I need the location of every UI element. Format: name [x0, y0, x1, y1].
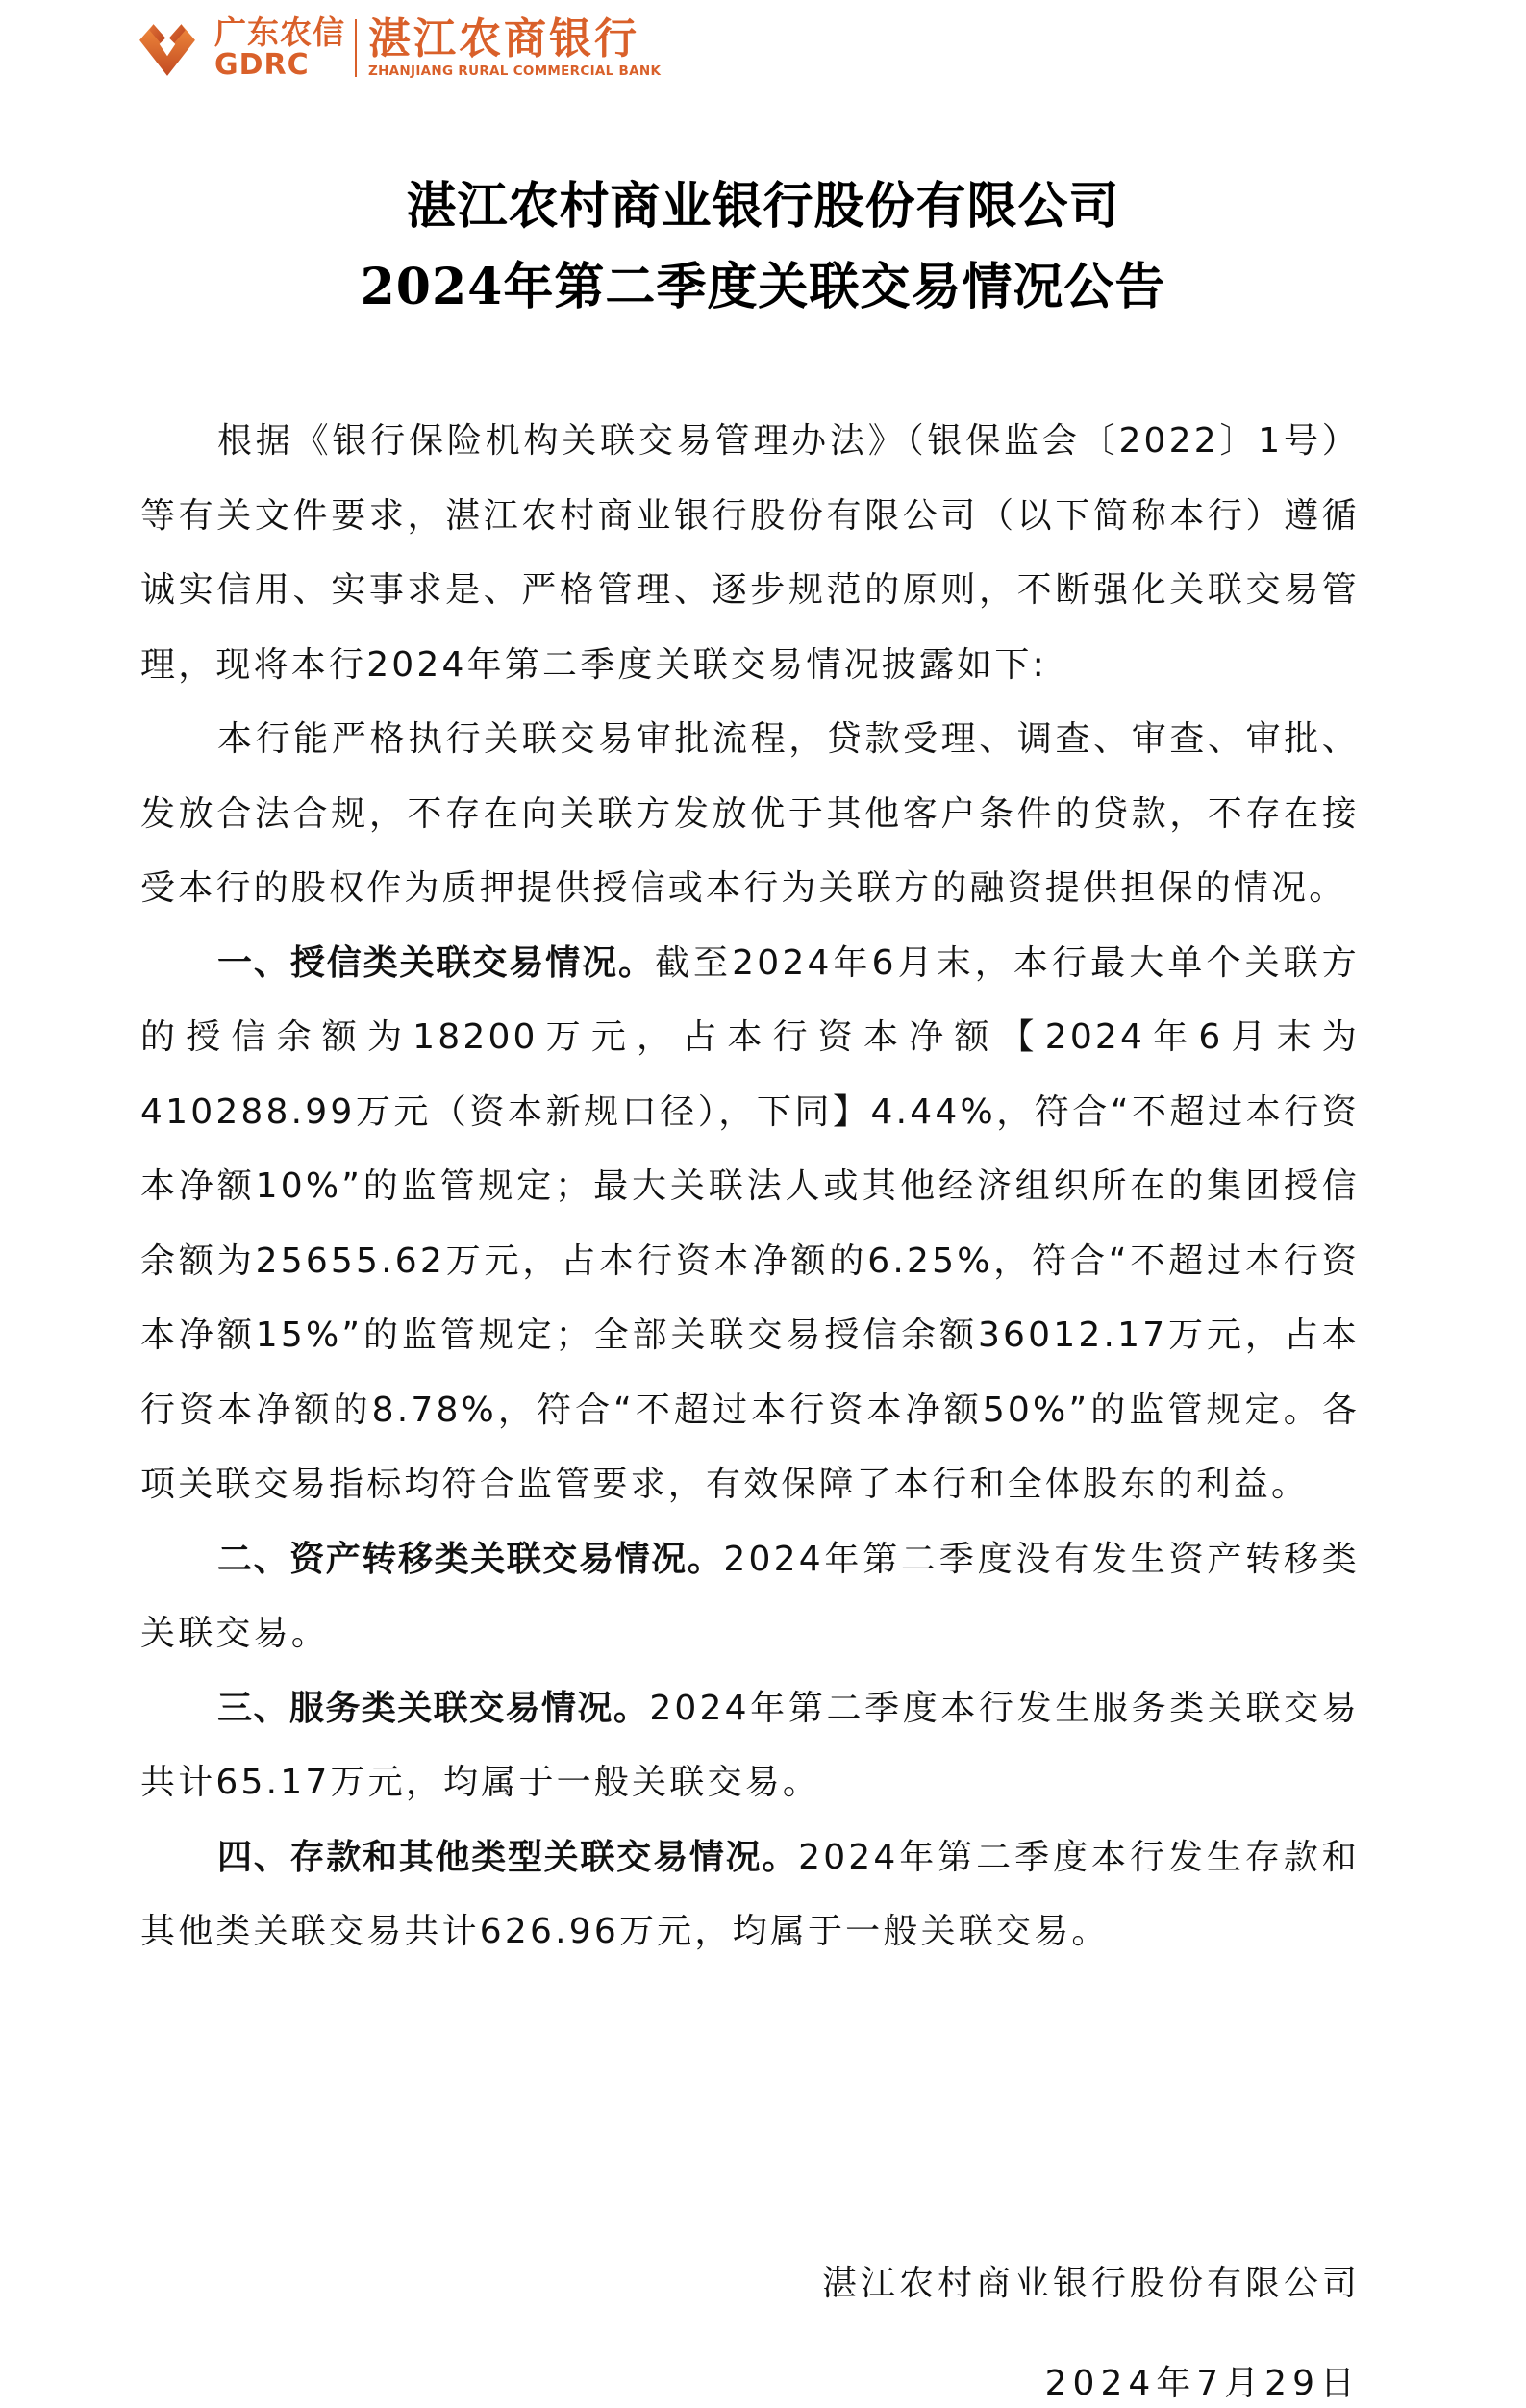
bank-logo: [138, 13, 661, 83]
bank-cn-name: 湛江农商银行: [368, 14, 639, 63]
logo-divider: [355, 19, 357, 77]
paragraph-intro: 根据《银行保险机构关联交易管理办法》（银保监会〔2022〕1号）等有关文件要求，湛江农村商业银行股份有限公司（以下简称本行）遵循诚实信用、实事求是、严格管理、逐步规范的原则，不断强化关联交易管理，现将本行2024年第二季度关联交易情况披露如下:: [140, 421, 1360, 685]
gdrc-heart-logo-icon: [138, 18, 197, 78]
bank-en-name: ZHANJIANG RURAL COMMERCIAL BANK: [368, 63, 662, 79]
section-heading: 四、存款和其他类型关联交易情况。: [217, 1837, 799, 1877]
signature-date: 2024年7月29日: [1044, 2364, 1361, 2403]
paragraph-credit: 一、授信类关联交易情况。截至2024年6月末，本行最大单个关联方的授信余额为18200万元，占本行资本净额【2024年6月末为410288.99万元（资本新规口径），下同】4.44%，符合“不超过本行资本净额10%”的监管规定；最大关联法人或其他经济组织所在的集团授信余额为25655.62万元，占本行资本净额的6.25%，符合“不超过本行资本净额15%”的监管规定；全部关联交易授信余额36012.17万元，占本行资本净额的8.78%，符合“不超过本行资本净额50%”的监管规定。各项关联交易指标均符合监管要求，有效保障了本行和全体股东的利益。: [140, 942, 1360, 1504]
signature-company: 湛江农村商业银行股份有限公司: [821, 2264, 1361, 2303]
gdrc-brand: [214, 15, 345, 81]
paragraph-asset-transfer: 二、资产转移类关联交易情况。2024年第二季度没有发生资产转移类关联交易。: [140, 1539, 1360, 1653]
document-body: [140, 404, 1360, 1969]
paragraph-compliance: 本行能严格执行关联交易审批流程，贷款受理、调查、审查、审批、发放合法合规，不存在向关联方发放优于其他客户条件的贷款，不存在接受本行的股权作为质押提供授信或本行为关联方的融资提供担保的情况。: [140, 719, 1360, 908]
document-title-line1: 湛江农村商业银行股份有限公司: [406, 177, 1120, 236]
paragraph-services: 三、服务类关联交易情况。2024年第二季度本行发生服务类关联交易共计65.17万元，均属于一般关联交易。: [140, 1688, 1360, 1802]
zhanjiang-bank-brand: [368, 16, 661, 80]
section-heading: 一、授信类关联交易情况。: [217, 942, 655, 983]
section-heading: 二、资产转移类关联交易情况。: [217, 1539, 724, 1579]
document-title-line2: 2024年第二季度关联交易情况公告: [360, 258, 1166, 316]
section-heading: 三、服务类关联交易情况。: [217, 1688, 650, 1728]
brand-en-text: GDRC: [214, 48, 310, 82]
brand-cn-text: 广东农信: [214, 13, 345, 51]
paragraph-deposits: 四、存款和其他类型关联交易情况。2024年第二季度本行发生存款和其他类关联交易共计626.96万元，均属于一般关联交易。: [140, 1837, 1360, 1951]
